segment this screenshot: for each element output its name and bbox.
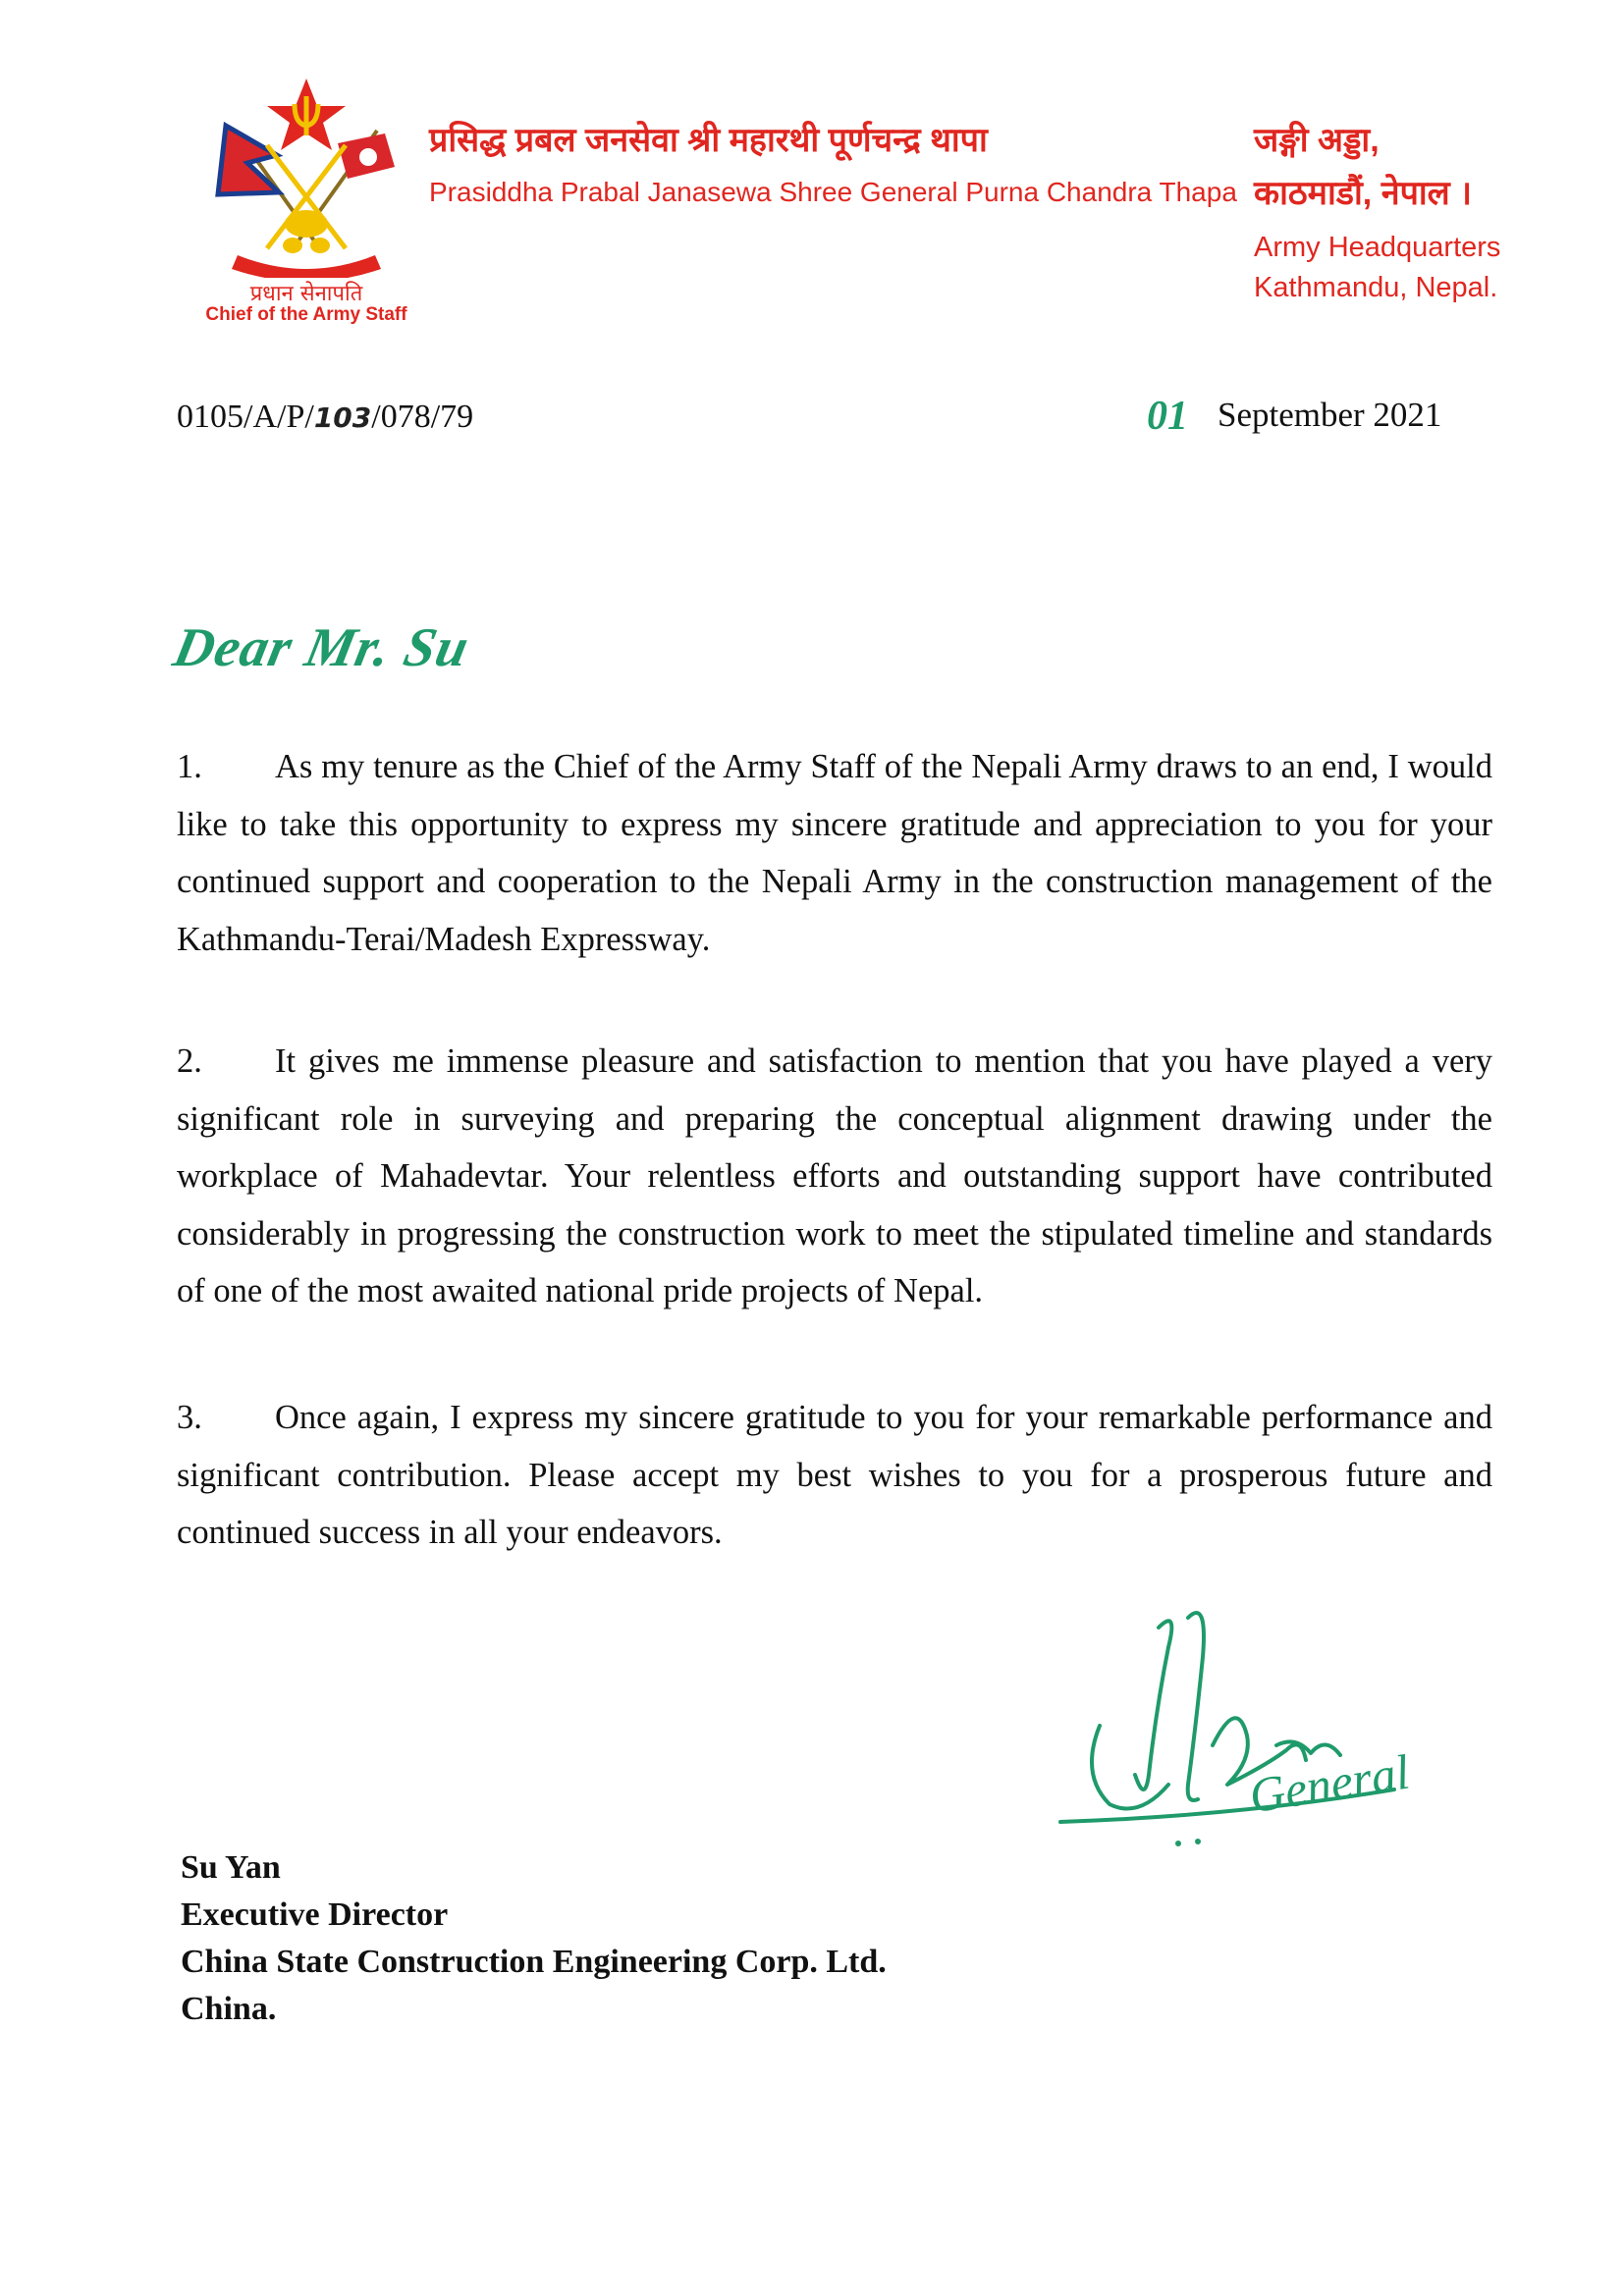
army-emblem-icon	[208, 77, 405, 278]
address-devanagari-line1: जङ्गी अड्डा,	[1254, 122, 1380, 159]
paragraph-text: It gives me immense pleasure and satisfaction to mention that you have played a very significant role in surveying and preparing the conceptual alignment drawing under the workplace of Mahadevtar. Your relentless efforts and outstanding support have contributed considerably in progressing the construction work to meet the stipulated timeline and standards of one of the most awaited national pride projects of Nepal.	[177, 1042, 1492, 1309]
paragraph-number: 3.	[177, 1399, 202, 1436]
reference-handwritten: 103	[313, 401, 372, 434]
addressee-company: China State Construction Engineering Corp. Ltd.	[181, 1944, 887, 1980]
signature-general-word: General	[1245, 1743, 1414, 1824]
emblem-ribbon-text: नेपाल	[293, 254, 320, 269]
paragraph-3	[177, 1389, 1492, 1562]
paragraph-number: 2.	[177, 1042, 202, 1080]
addressee-country: China.	[181, 1991, 277, 2027]
sender-name-devanagari: प्रसिद्ध प्रबल जनसेवा श्री महारथी पूर्णचन्द्र थापा	[429, 122, 988, 159]
reference-prefix: 0105/A/P/	[177, 399, 314, 435]
sender-name-english: Prasiddha Prabal Janasewa Shree General Purna Chandra Thapa	[429, 177, 1237, 207]
reference-suffix: /078/79	[371, 399, 474, 435]
addressee-title: Executive Director	[181, 1896, 449, 1933]
title-devanagari: प्रधान सेनापति	[249, 282, 363, 306]
paragraph-1	[177, 738, 1492, 968]
addressee-name: Su Yan	[181, 1849, 281, 1886]
reference-number	[177, 399, 473, 436]
title-english: Chief of the Army Staff	[205, 304, 407, 325]
paragraph-text: Once again, I express my sincere gratitude to you for your remarkable performance and significant contribution. Please accept my best wishes to you for a prosperous future and continued success in all your endeavors.	[177, 1399, 1492, 1551]
paragraph-text: As my tenure as the Chief of the Army Staff of the Nepali Army draws to an end, I would like to take this opportunity to express my sincere gratitude and appreciation to you for your continued support and cooperation to the Nepali Army in the construction management of the Kathmandu-Terai/Madesh Expressway.	[177, 748, 1492, 958]
address-english-line2: Kathmandu, Nepal.	[1254, 272, 1498, 303]
date-handwritten-day: 01	[1147, 394, 1188, 439]
address-devanagari-line2: काठमाडौं, नेपाल ।	[1254, 175, 1473, 212]
address-english-line1: Army Headquarters	[1254, 232, 1501, 263]
salutation-handwritten: Dear Mr. Su	[168, 617, 475, 678]
date-printed: September 2021	[1218, 396, 1442, 434]
paragraph-number: 1.	[177, 748, 202, 785]
paragraph-2	[177, 1033, 1492, 1320]
